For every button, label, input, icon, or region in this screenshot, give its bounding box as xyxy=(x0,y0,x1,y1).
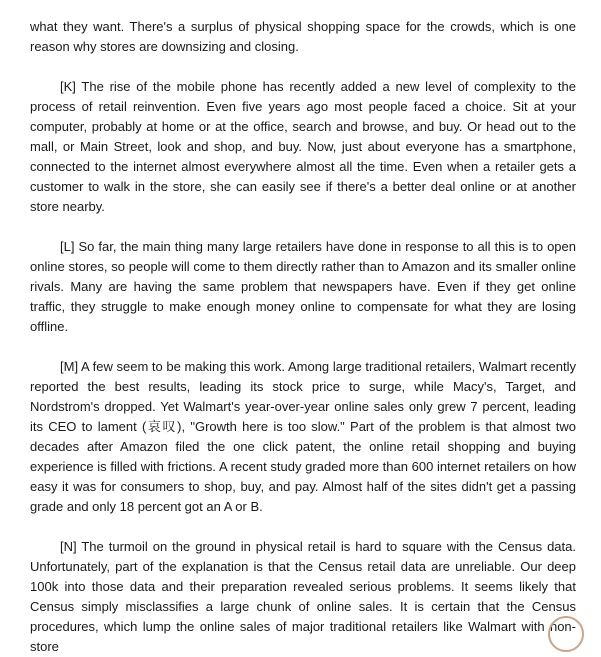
paragraph-n: [N] The turmoil on the ground in physical retail is hard to square with the Census data. Unfortunately, part of the explanation is that the Census retail data are unreliable. Our deep 100k into those data and their preparation revealed serious problems. It seems likely that Census simply misclassifies a large chunk of online sales. It is certain that the Census procedures, which lump the online sales of major traditional retailers like Walmart with non-store xyxy=(30,539,576,654)
corner-stamp-mark xyxy=(548,616,584,652)
paragraph-continued: what they want. There's a surplus of physical shopping space for the crowds, which is one reason why stores are downsizing and closing. xyxy=(30,19,576,54)
paragraph-m: [M] A few seem to be making this work. Among large traditional retailers, Walmart recently reported the best results, leading its stock price to surge, while Macy's, Target, and Nordstrom's dropped. Yet Walmart's year-over-year online sales only grew 7 percent, leading its CEO to lament (哀叹), "Growth here is too slow." Part of the problem is that almost two decades after Amazon filed the one click patent, the online retail shopping and buying experience is filled with frictions. A recent study graded more than 600 internet retailers on how easy it was for consumers to shop, buy, and pay. Almost half of the sites didn't get a passing grade and only 18 percent got an A or B. xyxy=(30,359,576,514)
paragraph-k: [K] The rise of the mobile phone has recently added a new level of complexity to the process of retail reinvention. Even five years ago most people faced a choice. Sit at your computer, probably at home or at the office, search and browse, and buy. Or head out to the mall, or Main Street, look and shop, and buy. Now, just about everyone has a smartphone, connected to the internet almost everywhere almost all the time. Even when a retailer gets a customer to walk in the store, she can easily see if there's a better deal online or at another store nearby. xyxy=(30,79,576,214)
document-page xyxy=(30,17,576,657)
paragraph-l: [L] So far, the main thing many large retailers have done in response to all this is to open online stores, so people will come to them directly rather than to Amazon and its smaller online rivals. Many are having the same problem that newspapers have. Even if they get online traffic, they struggle to make enough money online to compensate for what they are losing offline. xyxy=(30,239,576,334)
